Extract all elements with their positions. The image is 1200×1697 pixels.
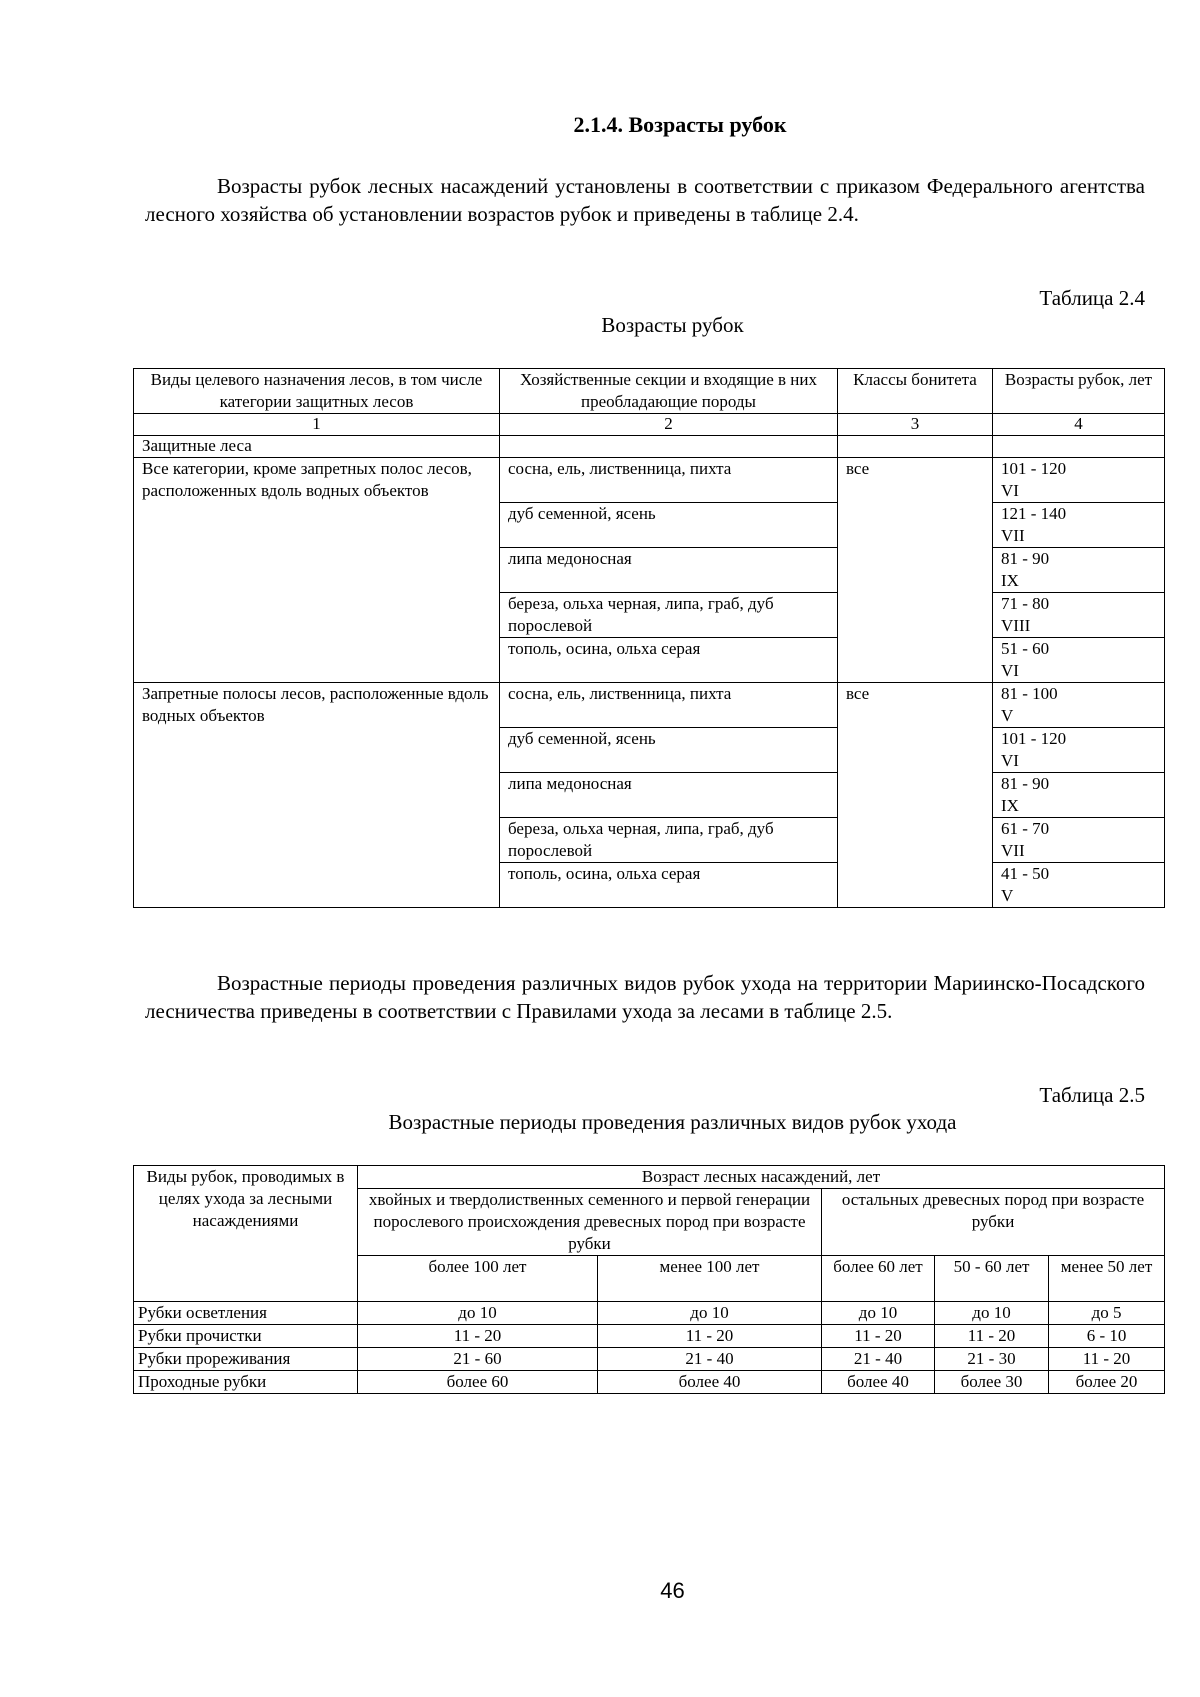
age-class: IX (1001, 571, 1019, 590)
section-row (134, 436, 1165, 458)
value-cell: 21 - 60 (358, 1348, 598, 1371)
species-cell: сосна, ель, лиственница, пихта (500, 683, 838, 728)
value-cell: до 10 (822, 1302, 935, 1325)
age-class: VII (1001, 841, 1025, 860)
cut-type-name: Рубки осветления (134, 1302, 358, 1325)
age-cell (993, 683, 1165, 728)
species-cell: береза, ольха черная, липа, граб, дуб порослевой (500, 593, 838, 638)
header-ages: Возрасты рубок, лет (993, 369, 1165, 414)
value-cell: более 30 (935, 1371, 1049, 1394)
subheader-cell: менее 100 лет (598, 1256, 822, 1302)
age-cell (993, 593, 1165, 638)
value-cell: более 40 (822, 1371, 935, 1394)
age-range: 41 - 50 (1001, 864, 1050, 883)
table-row (134, 1302, 1165, 1325)
cut-type-name: Проходные рубки (134, 1371, 358, 1394)
age-class: V (1001, 886, 1014, 905)
age-range: 81 - 90 (1001, 549, 1050, 568)
age-range: 81 - 90 (1001, 774, 1050, 793)
header-purpose: Виды целевого назначения лесов, в том числе категории защитных лесов (134, 369, 500, 414)
category-cell: Запретные полосы лесов, расположенные вдоль водных объектов (134, 683, 500, 908)
subheader-cell: менее 50 лет (1049, 1256, 1165, 1302)
category-cell: Все категории, кроме запретных полос лесов, расположенных вдоль водных объектов (134, 458, 500, 683)
subheader-cell: более 100 лет (358, 1256, 598, 1302)
column-number: 4 (993, 414, 1165, 436)
age-range: 51 - 60 (1001, 639, 1050, 658)
value-cell: 21 - 40 (822, 1348, 935, 1371)
age-class: VIII (1001, 616, 1031, 635)
table-row (134, 1325, 1165, 1348)
age-range: 61 - 70 (1001, 819, 1050, 838)
column-number-row (134, 414, 1165, 436)
species-cell: сосна, ель, лиственница, пихта (500, 458, 838, 503)
bonitet-cell: все (838, 458, 993, 683)
age-class: IX (1001, 796, 1019, 815)
age-class: VI (1001, 751, 1019, 770)
table-header-row (134, 369, 1165, 414)
age-cell (993, 728, 1165, 773)
species-cell: тополь, осина, ольха серая (500, 638, 838, 683)
header-stand-age: Возраст лесных насаждений, лет (358, 1166, 1165, 1189)
table-row (134, 1371, 1165, 1394)
value-cell: до 10 (358, 1302, 598, 1325)
column-number: 2 (500, 414, 838, 436)
age-cell (993, 503, 1165, 548)
age-cell (993, 773, 1165, 818)
table-2-5-number: Таблица 2.5 (1039, 1083, 1145, 1107)
age-cell (993, 638, 1165, 683)
header-other-group: остальных древесных пород при возрасте рубки (822, 1189, 1165, 1256)
age-class: V (1001, 706, 1014, 725)
value-cell: более 40 (598, 1371, 822, 1394)
species-cell: липа медоносная (500, 548, 838, 593)
species-cell: липа медоносная (500, 773, 838, 818)
table-2-4 (133, 368, 1165, 908)
value-cell: 6 - 10 (1049, 1325, 1165, 1348)
table-2-4-number: Таблица 2.4 (1039, 286, 1145, 310)
species-cell: дуб семенной, ясень (500, 728, 838, 773)
age-class: VII (1001, 526, 1025, 545)
age-cell (993, 548, 1165, 593)
header-bonitet: Классы бонитета (838, 369, 993, 414)
intro-paragraph: Возрасты рубок лесных насаждений установлены в соответствии с приказом Федерального агентства лесного хозяйства об установлении возрастов рубок и приведены в таблице 2.4. (145, 174, 1145, 226)
species-cell: тополь, осина, ольха серая (500, 863, 838, 908)
species-cell: береза, ольха черная, липа, граб, дуб порослевой (500, 818, 838, 863)
value-cell: 21 - 40 (598, 1348, 822, 1371)
table-2-4-title: Возрасты рубок (601, 313, 744, 337)
value-cell: до 10 (935, 1302, 1049, 1325)
section-label: Защитные леса (134, 436, 500, 458)
value-cell: более 20 (1049, 1371, 1165, 1394)
cut-type-name: Рубки прореживания (134, 1348, 358, 1371)
cut-type-name: Рубки прочистки (134, 1325, 358, 1348)
table-row (134, 1348, 1165, 1371)
age-range: 101 - 120 (1001, 459, 1067, 478)
page-number: 46 (660, 1578, 685, 1603)
header-sections: Хозяйственные секции и входящие в них преобладающие породы (500, 369, 838, 414)
species-cell: дуб семенной, ясень (500, 503, 838, 548)
value-cell: 11 - 20 (598, 1325, 822, 1348)
age-class: VI (1001, 481, 1019, 500)
age-range: 71 - 80 (1001, 594, 1050, 613)
bonitet-cell: все (838, 683, 993, 908)
age-cell (993, 818, 1165, 863)
table-header-row (134, 1166, 1165, 1189)
age-cell (993, 863, 1165, 908)
table-2-5 (133, 1165, 1165, 1394)
subheader-cell: более 60 лет (822, 1256, 935, 1302)
value-cell: до 5 (1049, 1302, 1165, 1325)
table-row (134, 458, 1165, 503)
subheader-cell: 50 - 60 лет (935, 1256, 1049, 1302)
value-cell: 11 - 20 (1049, 1348, 1165, 1371)
table-2-5-title: Возрастные периоды проведения различных видов рубок ухода (388, 1110, 957, 1134)
age-range: 121 - 140 (1001, 504, 1067, 523)
age-range: 81 - 100 (1001, 684, 1058, 703)
value-cell: 21 - 30 (935, 1348, 1049, 1371)
value-cell: 11 - 20 (358, 1325, 598, 1348)
age-cell (993, 458, 1165, 503)
section-heading: 2.1.4. Возрасты рубок (573, 112, 787, 137)
value-cell: 11 - 20 (935, 1325, 1049, 1348)
value-cell: до 10 (598, 1302, 822, 1325)
age-range: 101 - 120 (1001, 729, 1067, 748)
value-cell: 11 - 20 (822, 1325, 935, 1348)
column-number: 3 (838, 414, 993, 436)
value-cell: более 60 (358, 1371, 598, 1394)
column-number: 1 (134, 414, 500, 436)
age-class: VI (1001, 661, 1019, 680)
second-paragraph: Возрастные периоды проведения различных видов рубок ухода на территории Мариинско-Посадского лесничества приведены в соответствии с Правилами ухода за лесами в таблице 2.5. (145, 971, 1145, 1023)
header-conifer-group: хвойных и твердолиственных семенного и первой генерации порослевого происхождения древесных пород при возрасте рубки (358, 1189, 822, 1256)
table-row (134, 683, 1165, 728)
header-cut-types: Виды рубок, проводимых в целях ухода за лесными насаждениями (134, 1166, 358, 1302)
